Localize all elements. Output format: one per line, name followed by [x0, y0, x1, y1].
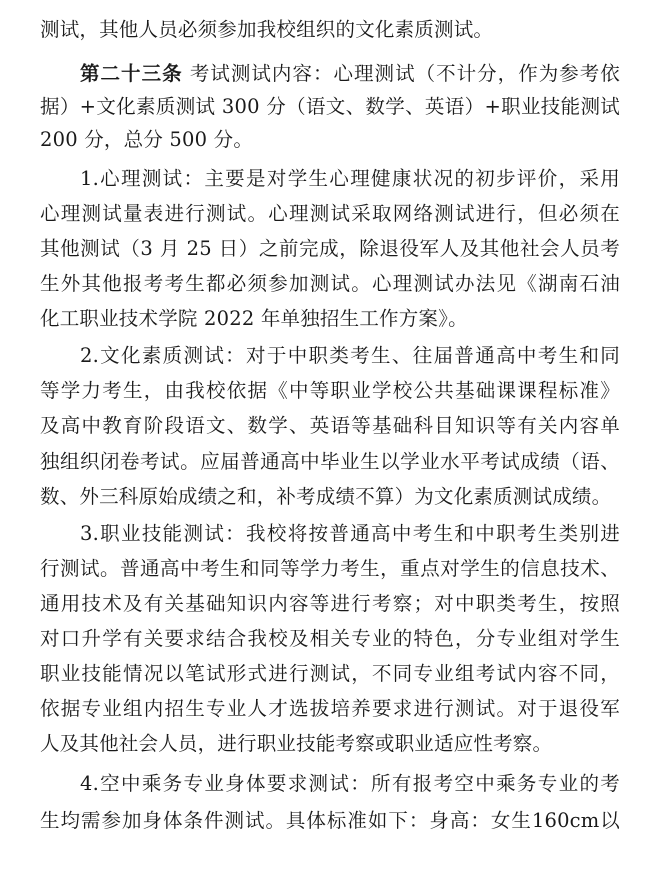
item-3-line-5	[40, 658, 620, 690]
line-text: 化工职业技术学院 2022 年单独招生工作方案》。	[40, 307, 468, 330]
line-text: 心理测试量表进行测试。心理测试采取网络测试进行，但必须在	[40, 202, 620, 225]
line-text: 生外其他报考考生都必须参加测试。心理测试办法见《湖南石油	[40, 272, 620, 295]
item-3-line-4	[40, 623, 620, 655]
item-2-line-2	[40, 375, 620, 407]
item-1-line-3	[40, 233, 620, 265]
item-3-line-1	[80, 518, 620, 550]
item-3-line-3	[40, 588, 620, 620]
line-text: 生均需参加身体条件测试。具体标准如下：身高：女生160cm以	[40, 809, 620, 832]
item-3-line-7	[40, 728, 620, 760]
line-text: 行测试。普通高中考生和同等学力考生，重点对学生的信息技术、	[40, 557, 620, 580]
line-text: 200 分，总分 500 分。	[40, 128, 254, 151]
line-text: 2.文化素质测试：对于中职类考生、往届普通高中考生和同	[80, 344, 620, 367]
line-text: 测试，其他人员必须参加我校组织的文化素质测试。	[40, 18, 494, 41]
line-text: 考试测试内容：心理测试（不计分，作为参考依	[182, 62, 620, 85]
item-2-line-1	[80, 340, 620, 372]
line-text: 数、外三科原始成绩之和，补考成绩不算）为文化素质测试成绩。	[40, 485, 612, 508]
line-text: 据）+文化素质测试 300 分（语文、数学、英语）+职业技能测试	[40, 95, 620, 118]
line-text: 人及其他社会人员，进行职业技能考察或职业适应性考察。	[40, 732, 553, 755]
line-text: 3.职业技能测试：我校将按普通高中考生和中职考生类别进	[80, 522, 620, 545]
item-3-line-2	[40, 553, 620, 585]
item-3-line-6	[40, 693, 620, 725]
paragraph-line-1	[40, 14, 620, 46]
line-text: 通用技术及有关基础知识内容等进行考察；对中职类考生，按照	[40, 592, 620, 615]
line-text: 等学力考生，由我校依据《中等职业学校公共基础课课程标准》	[40, 379, 620, 402]
line-text: 4.空中乘务专业身体要求测试：所有报考空中乘务专业的考	[80, 772, 620, 795]
line-text: 对口升学有关要求结合我校及相关专业的特色，分专业组对学生	[40, 627, 620, 650]
line-text: 独组织闭卷考试。应届普通高中毕业生以学业水平考试成绩（语、	[40, 450, 620, 473]
item-1-line-1	[80, 163, 620, 195]
item-1-line-4	[40, 268, 620, 300]
item-4-line-1	[80, 768, 620, 800]
item-1-line-5	[40, 303, 620, 335]
article-23-line-1	[80, 58, 620, 90]
item-2-line-3	[40, 410, 620, 442]
item-2-line-4	[40, 446, 620, 478]
line-text: 其他测试（3 月 25 日）之前完成，除退役军人及其他社会人员考	[40, 237, 620, 260]
line-text: 1.心理测试：主要是对学生心理健康状况的初步评价，采用	[80, 167, 620, 190]
line-text: 职业技能情况以笔试形式进行测试，不同专业组考试内容不同，	[40, 662, 620, 685]
article-23-line-2	[40, 91, 620, 123]
item-1-line-2	[40, 198, 620, 230]
article-number: 第二十三条	[80, 62, 183, 85]
item-4-line-2	[40, 805, 620, 837]
line-text: 及高中教育阶段语文、数学、英语等基础科目知识等有关内容单	[40, 414, 620, 437]
item-2-line-5	[40, 481, 620, 513]
article-23-line-3	[40, 124, 620, 156]
line-text: 依据专业组内招生专业人才选拔培养要求进行测试。对于退役军	[40, 697, 620, 720]
